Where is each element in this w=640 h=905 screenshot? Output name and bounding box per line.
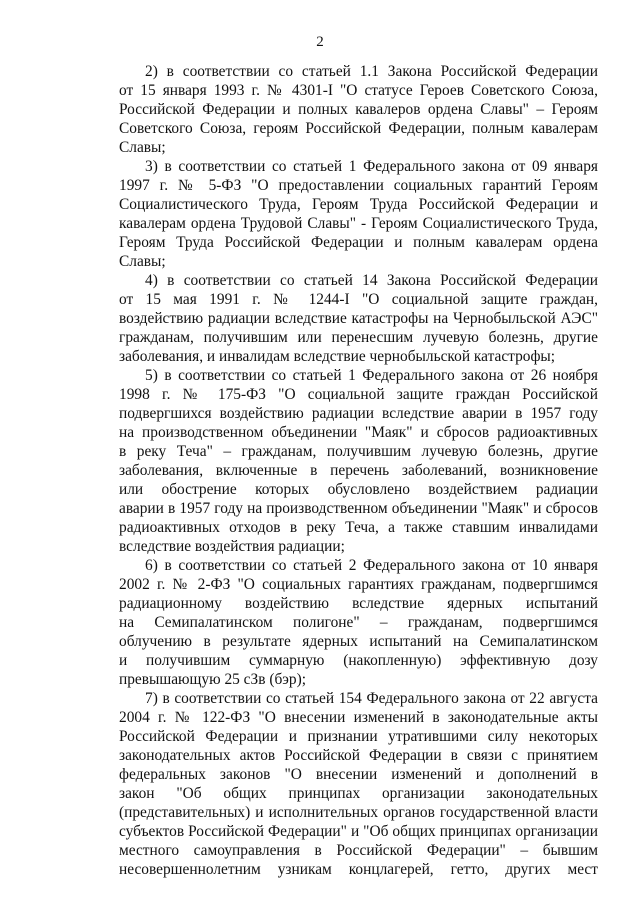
text-line: 2004 г. № 122-ФЗ "О внесении изменений в законодательные акты — [119, 709, 598, 726]
text-line: Героям Труда Российской Федерации и полным кавалерам ордена — [119, 234, 598, 251]
paragraph — [119, 556, 598, 689]
text-line: заболевания, и инвалидам вследствие чернобыльской катастрофы; — [119, 348, 556, 365]
text-line: превышающую 25 сЗв (бэр); — [119, 671, 306, 688]
text-line: 4) в соответствии со статьей 14 Закона Российской Федерации — [145, 272, 598, 289]
text-line: воздействию радиации вследствие катастрофы на Чернобыльской АЭС" — [119, 310, 598, 327]
text-line: Социалистического Труда, Героям Труда Российской Федерации и — [119, 196, 598, 213]
text-line: законодательных актов Российской Федерации в связи с принятием — [119, 747, 598, 764]
text-line: 7) в соответствии со статьей 154 Федерального закона от 22 августа — [145, 690, 598, 707]
text-line: Советского Союза, героям Российской Федерации, полным кавалерам — [119, 120, 598, 137]
text-line: или обострение которых обусловлено воздействием радиации — [119, 481, 598, 498]
text-line: закон "Об общих принципах организации законодательных — [119, 785, 598, 802]
text-line: Славы; — [119, 139, 166, 156]
text-line: Российской Федерации и полных кавалеров ордена Славы" – Героям — [119, 101, 598, 118]
text-line: 3) в соответствии со статьей 1 Федерального закона от 09 января — [145, 158, 598, 175]
text-line: радиоактивных отходов в реку Теча, а также ставшим инвалидами — [119, 519, 598, 536]
paragraph — [119, 689, 598, 879]
text-line: федеральных законов "О внесении изменений и дополнений в — [119, 766, 598, 783]
paragraph — [119, 366, 598, 556]
text-line: от 15 января 1993 г. № 4301-I "О статусе Героев Советского Союза, — [119, 82, 598, 99]
text-line: аварии в 1957 году на производственном объединении "Маяк" и сбросов — [119, 500, 598, 517]
paragraph — [119, 157, 598, 271]
text-line: 1998 г. № 175-ФЗ "О социальной защите граждан Российской — [119, 386, 598, 403]
text-line: заболевания, включенные в перечень заболеваний, возникновение — [119, 462, 598, 479]
text-line: гражданам, получившим или перенесшим лучевую болезнь, другие — [119, 329, 598, 346]
text-line: от 15 мая 1991 г. № 1244-I "О социальной защите граждан, — [119, 291, 598, 308]
text-line: местного самоуправления в Российской Федерации" – бывшим — [119, 842, 598, 859]
text-line: и получившим суммарную (накопленную) эффективную дозу — [119, 652, 598, 669]
text-line: в реку Теча" – гражданам, получившим лучевую болезнь, другие — [119, 443, 598, 460]
text-line: 2) в соответствии со статьей 1.1 Закона Российской Федерации — [145, 63, 598, 80]
text-line: кавалерам ордена Трудовой Славы" - Героям Социалистического Труда, — [119, 215, 598, 232]
text-line: на Семипалатинском полигоне" – гражданам, подвергшимся — [119, 614, 598, 631]
document-body — [119, 62, 598, 879]
text-line: Славы; — [119, 253, 166, 270]
text-line: радиационному воздействию вследствие ядерных испытаний — [119, 595, 598, 612]
paragraph — [119, 271, 598, 366]
text-line: (представительных) и исполнительных органов государственной власти — [119, 804, 598, 821]
text-line: 6) в соответствии со статьей 2 Федерального закона от 10 января — [145, 557, 598, 574]
paragraph — [119, 62, 598, 157]
text-line: на производственном объединении "Маяк" и сбросов радиоактивных — [119, 424, 598, 441]
text-line: несовершеннолетним узникам концлагерей, гетто, других мест — [119, 861, 598, 878]
text-line: 2002 г. № 2-ФЗ "О социальных гарантиях гражданам, подвергшимся — [119, 576, 598, 593]
text-line: Российской Федерации и признании утратившими силу некоторых — [119, 728, 598, 745]
text-line: подвергшихся воздействию радиации вследствие аварии в 1957 году — [119, 405, 598, 422]
text-line: облучению в результате ядерных испытаний на Семипалатинском — [119, 633, 598, 650]
text-line: 5) в соответствии со статьей 1 Федерального закона от 26 ноября — [145, 367, 598, 384]
text-line: субъектов Российской Федерации" и "Об общих принципах организации — [119, 823, 598, 840]
page-number: 2 — [316, 34, 324, 50]
text-line: вследствие воздействия радиации; — [119, 538, 345, 555]
text-line: 1997 г. № 5-ФЗ "О предоставлении социальных гарантий Героям — [119, 177, 598, 194]
